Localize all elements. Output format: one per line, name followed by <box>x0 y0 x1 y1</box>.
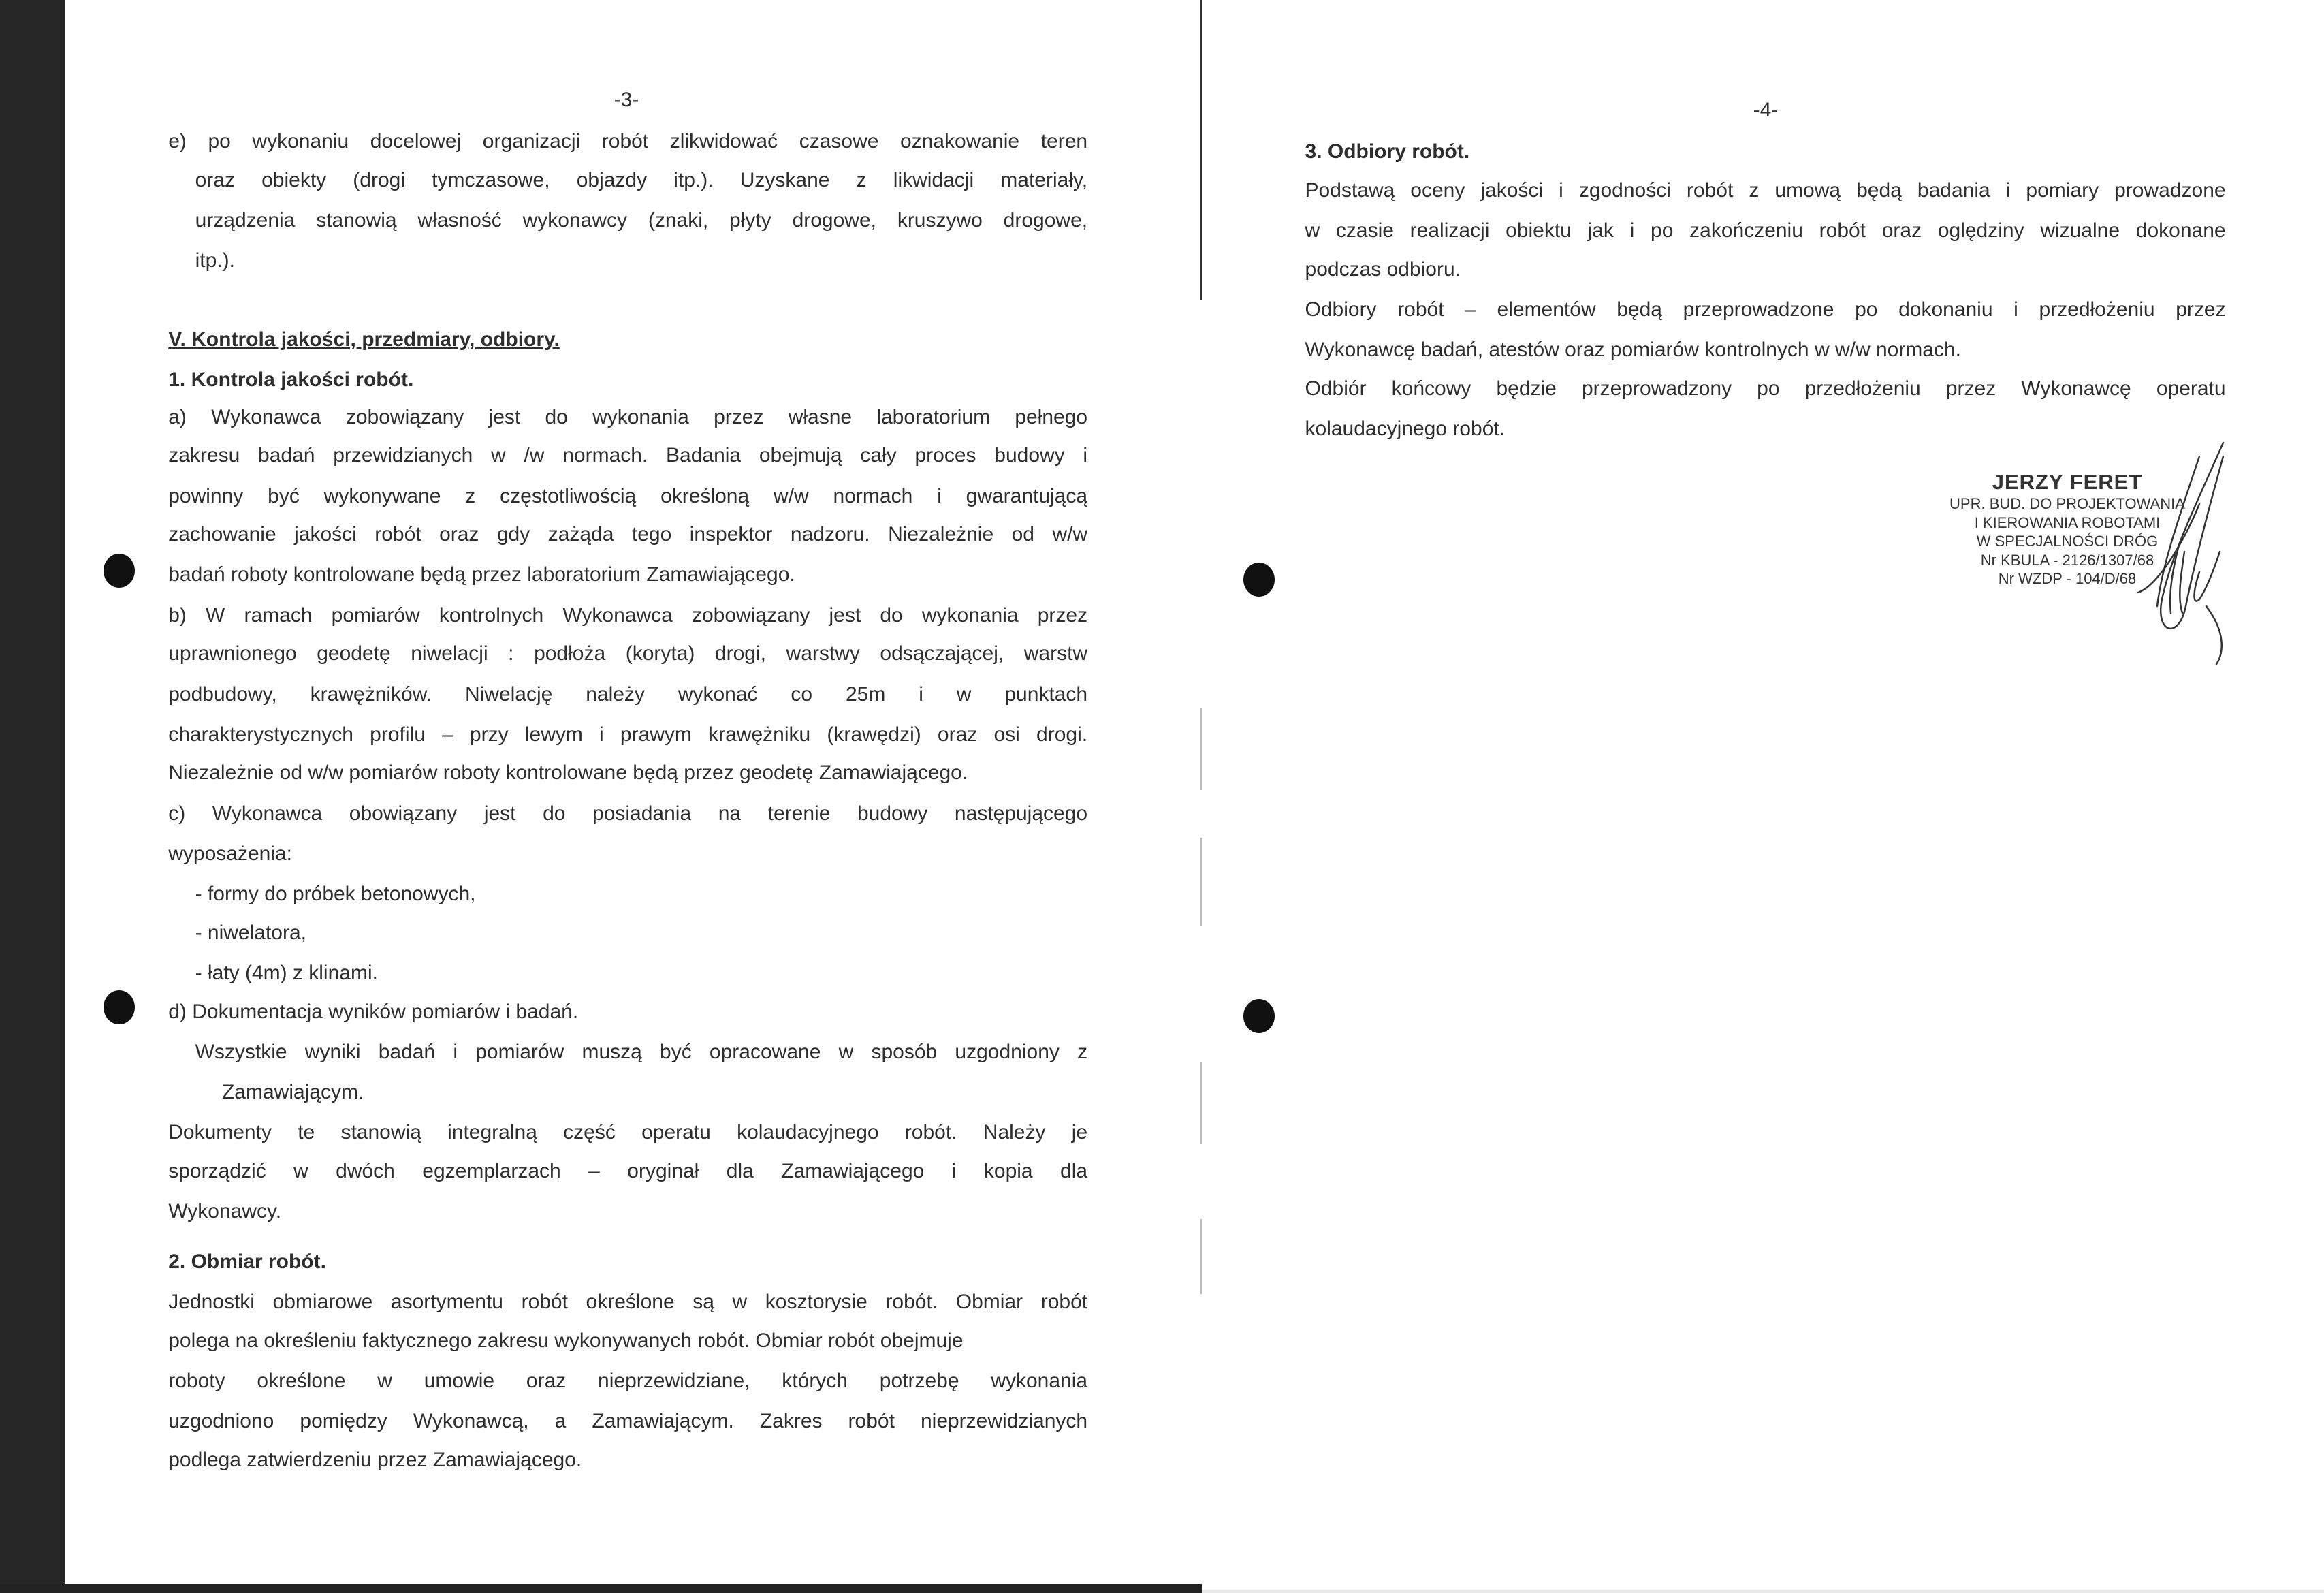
text-line: e) po wykonaniu docelowej organizacji robót zlikwidować czasowe oznakowanie teren <box>168 129 1088 153</box>
text-line: zachowanie jakości robót oraz gdy zażąda tego inspektor nadzoru. Niezależnie od w/w <box>168 523 1088 546</box>
scan-edge-bottom <box>0 1584 1202 1593</box>
page-number-right: -4- <box>1753 99 1779 121</box>
text-line: powinny być wykonywane z częstotliwością określoną w/w normach i gwarantującą <box>168 484 1088 507</box>
text-line: uprawnionego geodetę niwelacji : podłoża (koryta) drogi, warstwy odsączającej, warstw <box>168 642 1088 665</box>
text-line: podbudowy, krawężników. Niwelację należy wykonać co 25m i w punktach <box>168 682 1088 706</box>
stamp-name: JERZY FERET <box>1992 470 2143 494</box>
stamp-line: Nr WZDP - 104/D/68 <box>1998 570 2137 587</box>
page-divider-faint <box>1200 838 1202 926</box>
text-line: charakterystycznych profilu – przy lewym i prawym krawężniku (krawędzi) oraz osi drogi. <box>168 723 1088 746</box>
punch-hole <box>1243 999 1275 1033</box>
stamp-line: I KIEROWANIA ROBOTAMI <box>1974 514 2161 531</box>
text-line: - niwelatora, <box>195 921 306 944</box>
text-line: Jednostki obmiarowe asortymentu robót określone są w kosztorysie robót. Obmiar robót <box>168 1291 1088 1314</box>
text-line: Dokumenty te stanowią integralną część operatu kolaudacyjnego robót. Należy je <box>168 1120 1088 1144</box>
text-line: itp.). <box>195 249 235 272</box>
text-line: wyposażenia: <box>168 842 292 865</box>
text-line: Wykonawcę badań, atestów oraz pomiarów kontrolnych w w/w normach. <box>1305 338 1962 362</box>
text-line: d) Dokumentacja wyników pomiarów i badań. <box>168 1000 579 1023</box>
scan-edge-left <box>0 0 65 1593</box>
text-line: badań roboty kontrolowane będą przez laboratorium Zamawiającego. <box>168 563 795 586</box>
text-line: oraz obiekty (drogi tymczasowe, objazdy itp.). Uzyskane z likwidacji materiały, <box>195 168 1088 191</box>
text-line: urządzenia stanowią własność wykonawcy (znaki, płyty drogowe, kruszywo drogowe, <box>195 208 1088 232</box>
text-line: polega na określeniu faktycznego zakresu wykonywanych robót. Obmiar robót obejmuje <box>168 1329 964 1353</box>
page-divider-faint <box>1200 1062 1202 1144</box>
stamp-line: UPR. BUD. DO PROJEKTOWANIA <box>1949 495 2185 512</box>
text-line: roboty określone w umowie oraz nieprzewidziane, których potrzebę wykonania <box>168 1370 1088 1393</box>
stamp-line: Nr KBULA - 2126/1307/68 <box>1980 551 2154 569</box>
page-number-left: -3- <box>614 89 639 111</box>
text-line: Wszystkie wyniki badań i pomiarów muszą być opracowane w sposób uzgodniony z <box>195 1040 1088 1063</box>
text-line: podlega zatwierdzeniu przez Zamawiającego. <box>168 1449 582 1472</box>
text-line: Podstawą oceny jakości i zgodności robót z umową będą badania i pomiary prowadzone <box>1305 179 2226 202</box>
text-line: Wykonawcy. <box>168 1199 282 1223</box>
text-line: podczas odbioru. <box>1305 257 1461 281</box>
punch-hole <box>104 990 135 1024</box>
text-line: kolaudacyjnego robót. <box>1305 417 1506 441</box>
text-line: - formy do próbek betonowych, <box>195 882 476 905</box>
scan-edge-bottom-right <box>1202 1590 2324 1593</box>
page-divider-faint <box>1200 708 1202 790</box>
text-line: Odbiór końcowy będzie przeprowadzony po przedłożeniu przez Wykonawcę operatu <box>1305 377 2226 400</box>
punch-hole <box>104 554 135 588</box>
text-line: c) Wykonawca obowiązany jest do posiadania na terenie budowy następującego <box>168 802 1088 825</box>
text-line: uzgodniono pomiędzy Wykonawcą, a Zamawiającym. Zakres robót nieprzewidzianych <box>168 1410 1088 1433</box>
text-line: a) Wykonawca zobowiązany jest do wykonania przez własne laboratorium pełnego <box>168 405 1088 428</box>
text-line: b) W ramach pomiarów kontrolnych Wykonawca zobowiązany jest do wykonania przez <box>168 603 1088 627</box>
text-line: Niezależnie od w/w pomiarów roboty kontrolowane będą przez geodetę Zamawiającego. <box>168 761 968 785</box>
page-divider <box>1200 0 1202 300</box>
punch-hole <box>1243 563 1275 597</box>
text-line: sporządzić w dwóch egzemplarzach – oryginał dla Zamawiającego i kopia dla <box>168 1159 1088 1182</box>
stamp-line: W SPECJALNOŚCI DRÓG <box>1976 533 2159 550</box>
text-line: - łaty (4m) z klinami. <box>195 961 378 984</box>
section-heading: 3. Odbiory robót. <box>1305 140 1470 163</box>
text-line: Odbiory robót – elementów będą przeprowadzone po dokonaniu i przedłożeniu przez <box>1305 298 2226 321</box>
section-heading: 1. Kontrola jakości robót. <box>168 368 414 391</box>
text-line: Zamawiającym. <box>221 1080 364 1103</box>
text-line: w czasie realizacji obiektu jak i po zakończeniu robót oraz oględziny wizualne dokonane <box>1305 219 2226 242</box>
handwritten-signature <box>2097 436 2233 667</box>
section-heading: 2. Obmiar robót. <box>168 1250 326 1274</box>
text-line: zakresu badań przewidzianych w /w normach. Badania obejmują cały proces budowy i <box>168 444 1088 467</box>
section-heading: V. Kontrola jakości, przedmiary, odbiory. <box>168 328 560 351</box>
page-divider-faint <box>1200 1219 1202 1294</box>
